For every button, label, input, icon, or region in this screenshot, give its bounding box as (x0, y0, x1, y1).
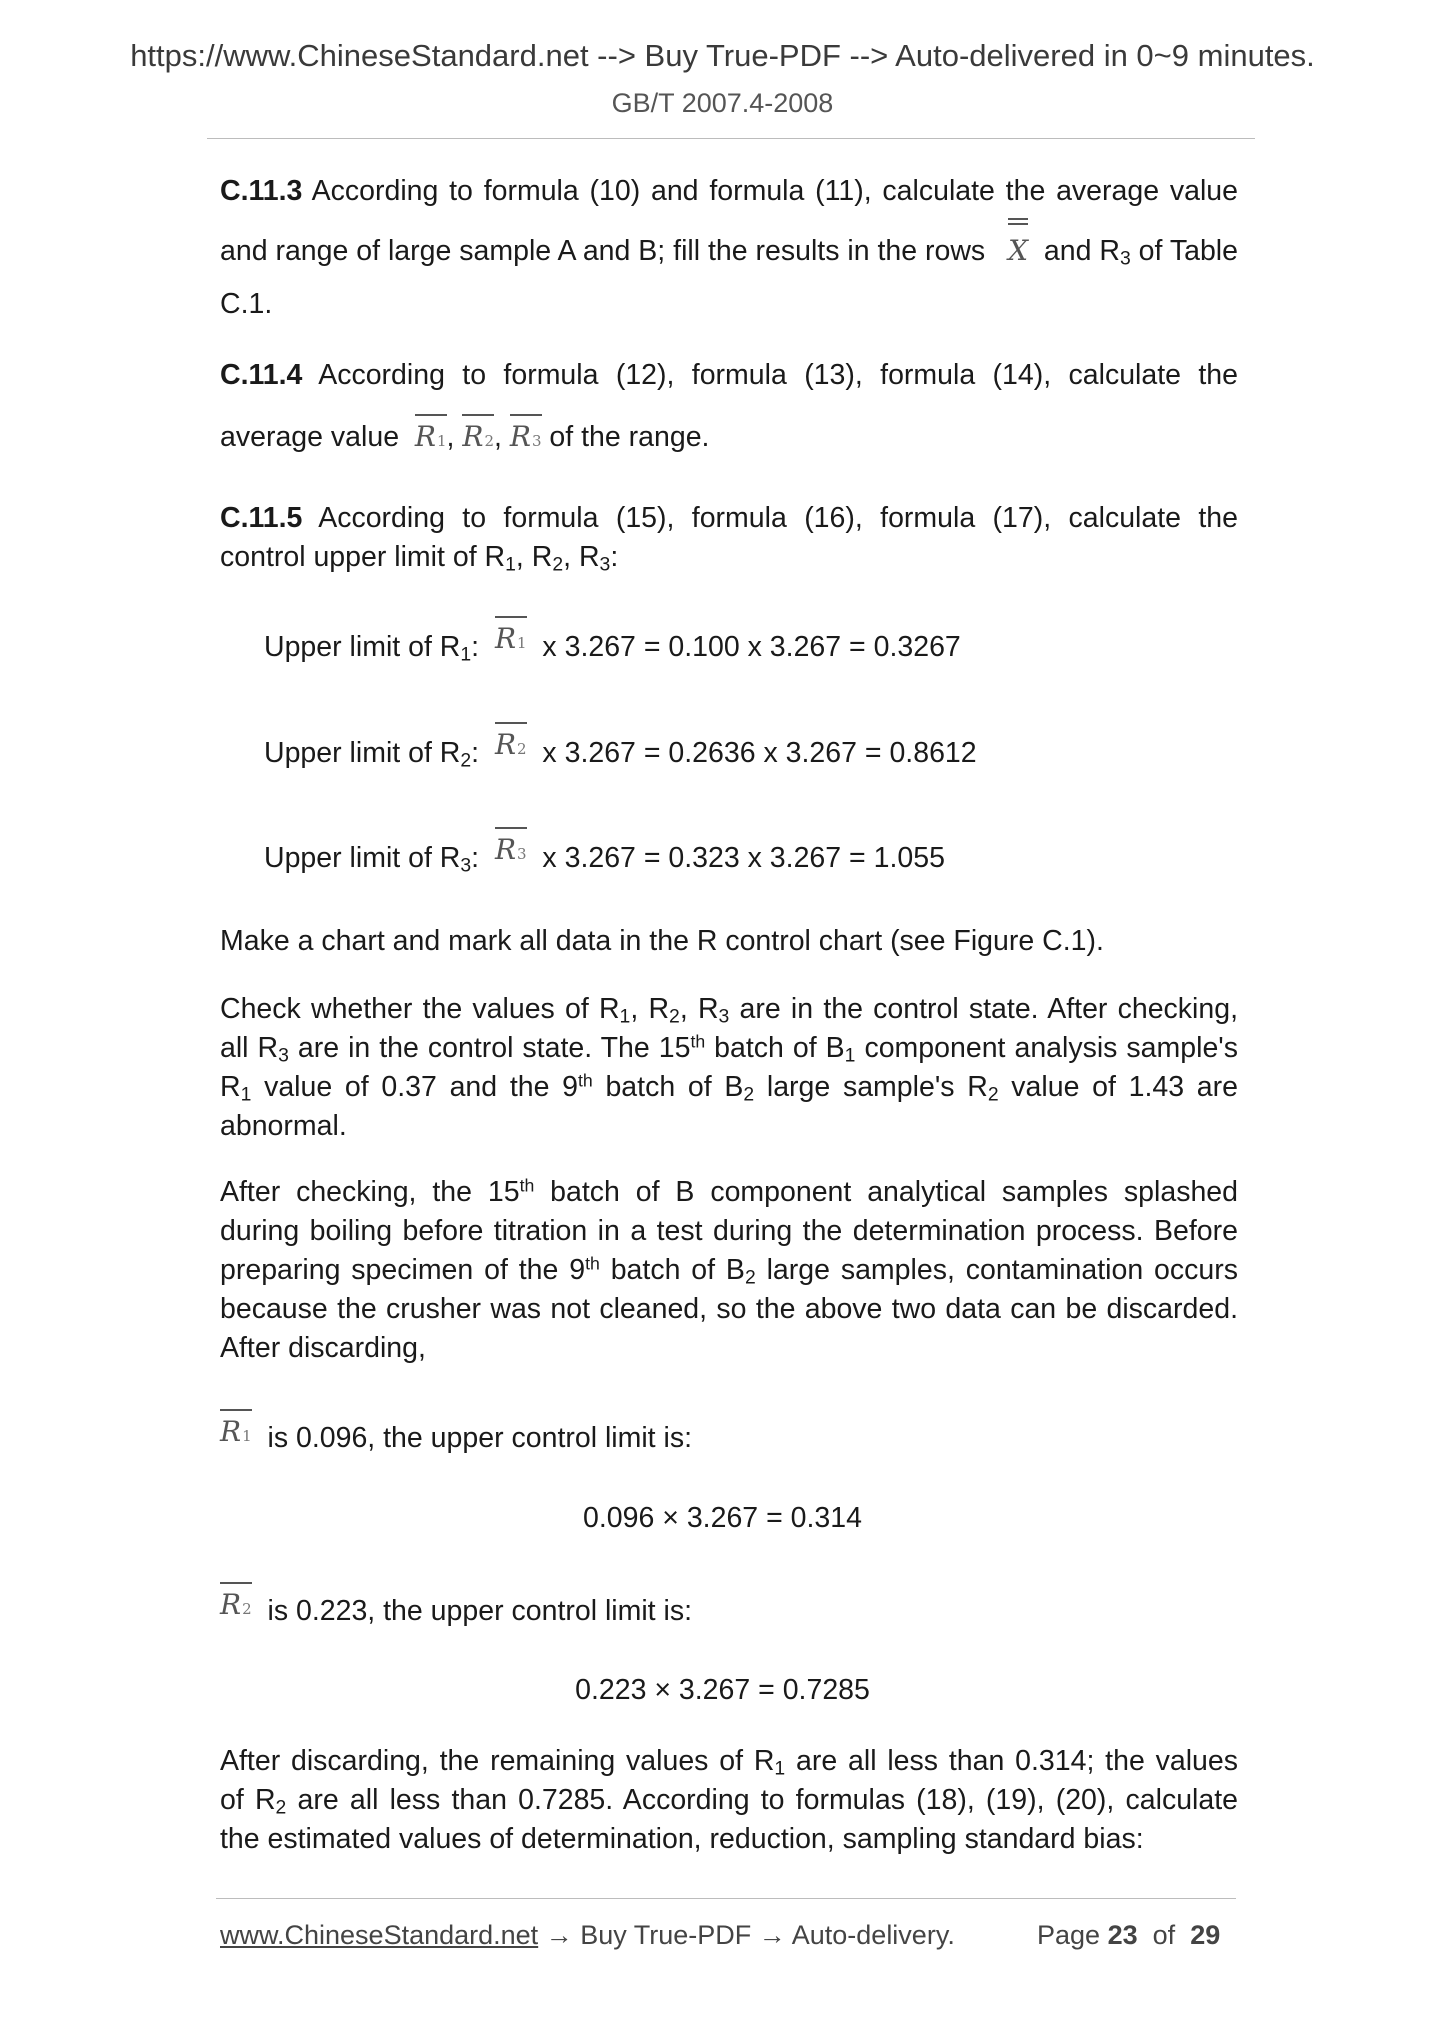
c114-number: C.11.4 (220, 359, 303, 391)
r3-bar-symbol: R3 (510, 417, 542, 461)
r1-calculation: 0.096 × 3.267 = 0.314 (583, 1502, 862, 1534)
section-c114 (220, 356, 1238, 461)
c114-line1: C.11.4 According to formula (12), formula (13), formula (14), calculate the (220, 359, 1238, 391)
footer-site-link[interactable]: www.ChineseStandard.net (220, 1920, 539, 1950)
footer-page-number: Page 23 of 29 (1037, 1920, 1221, 1950)
x-double-bar-symbol: X (1008, 231, 1028, 270)
r2-bar-symbol: R2 (462, 417, 494, 461)
r1-bar-symbol: R1 (220, 1412, 252, 1456)
check-paragraph: Check whether the values of $R_1$, $R_2$, $R_3$ are in the control state. After checking, all $R_3$ are in the control state. The 15th batch of $B_1$ component analysis sample's $R_1$ value of 0.37 and the 9th batch of $B_2$ large sample's $R_2$ value of 1.43 are abnormal. (220, 993, 1239, 1142)
c113-number: C.11.3 (220, 175, 303, 207)
standard-number: GB/T 2007.4-2008 (611, 88, 834, 118)
footer-divider (216, 1898, 1236, 1899)
r2-bar-symbol: R2 (220, 1585, 252, 1629)
make-chart-text: Make a chart and mark all data in the R control chart (see Figure C.1). (220, 925, 1104, 957)
r2-calculation: 0.223 × 3.267 = 0.7285 (575, 1674, 870, 1706)
c113-line2-end: X and $R_3$ of Table (1008, 231, 1238, 271)
r2-bar-symbol: R2 (495, 725, 527, 769)
after-checking-paragraph: After checking, the 15th batch of B component analytical samples splashed during boiling before titration in a test during the determination process. Before preparing specimen of the 9th batch of $B_2$ large samples, contamination occurs because the crusher was not cleaned, so the above two data can be discarded. After discarding, (220, 1175, 1238, 1364)
r3-bar-symbol: R3 (495, 830, 527, 874)
c113-line2: and range of large sample A and B; fill the results in the rows X and $R_3$ of Table (220, 231, 1238, 271)
upper-limit-r3: Upper limit of $R_3$: R3 x 3.267 = 0.323 x 3.267 = 1.055 (264, 838, 1164, 882)
c115-line2: control upper limit of $R_1$, $R_2$, $R_3$: (220, 541, 619, 576)
upper-limit-r2: Upper limit of $R_2$: R2 x 3.267 = 0.2636 x 3.267 = 0.8612 (264, 733, 1164, 777)
c115-line1: C.11.5 According to formula (15), formula (16), formula (17), calculate the (220, 502, 1238, 534)
r2-avg-line: R2 is 0.223, the upper control limit is: (220, 1591, 1238, 1635)
r1-bar-symbol: R1 (495, 619, 527, 663)
footer-left: www.ChineseStandard.net → Buy True-PDF → Auto-delivery. (220, 1920, 955, 1950)
final-paragraph: After discarding, the remaining values of $R_1$ are all less than 0.314; the values of $R_2$ are all less than 0.7285. According to formulas (18), (19), (20), calculate the estimated values of determination, reduction, sampling standard bias: (220, 1745, 1238, 1855)
c114-line2: average value R1, R2, R3 of the range. (220, 417, 1238, 461)
section-c115 (220, 499, 1238, 577)
c113-line3: C.1. (220, 288, 273, 320)
r1-bar-symbol: R1 (415, 417, 447, 461)
header-divider (207, 138, 1255, 139)
header-banner: https://www.ChineseStandard.net --> Buy True-PDF --> Auto-delivered in 0~9 minutes. (130, 38, 1315, 73)
section-c113 (220, 172, 1238, 324)
r1-avg-line: R1 is 0.096, the upper control limit is: (220, 1418, 1238, 1462)
upper-limit-r1: Upper limit of $R_1$: R1 x 3.267 = 0.100 x 3.267 = 0.3267 (264, 627, 1164, 671)
c113-line1: C.11.3 According to formula (10) and formula (11), calculate the average value (220, 175, 1238, 207)
c115-number: C.11.5 (220, 502, 303, 534)
